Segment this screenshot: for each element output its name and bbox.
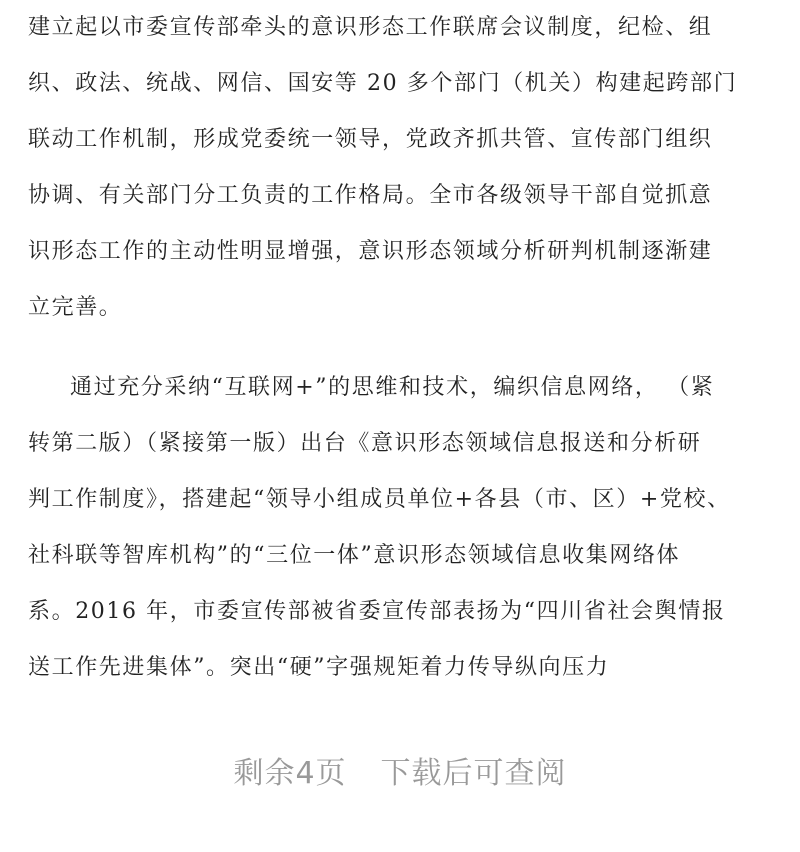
paragraph-1-line-2: 织、政法、统战、网信、国安等 20 多个部门（机关）构建起跨部门 (28, 71, 738, 96)
paragraph-1-line-3: 联动工作机制，形成党委统一领导，党政齐抓共管、宣传部门组织 (28, 127, 713, 152)
paragraph-1-line-6: 立完善。 (28, 295, 123, 320)
paragraph-2-line-6: 送工作先进集体”。突出“硬”字强规矩着力传导纵向压力 (28, 655, 610, 680)
paragraph-1-line-4: 协调、有关部门分工负责的工作格局。全市各级领导干部自觉抓意 (28, 183, 713, 208)
paragraph-2-line-5: 系。2016 年，市委宣传部被省委宣传部表扬为“四川省社会舆情报 (28, 599, 726, 624)
download-to-view-label: 下载后可查阅 (380, 756, 567, 791)
paragraph-1-line-5: 识形态工作的主动性明显增强，意识形态领域分析研判机制逐渐建 (28, 239, 713, 264)
paragraph-1-line-1: 建立起以市委宣传部牵头的意识形态工作联席会议制度，纪检、组 (28, 15, 713, 40)
paragraph-2-line-2: 转第二版）（紧接第一版）出台《意识形态领域信息报送和分析研 (28, 431, 702, 456)
paragraph-2-line-1: 通过充分采纳“互联网+”的思维和技术，编织信息网络， （紧 (70, 375, 715, 400)
paragraph-2-line-3: 判工作制度》，搭建起“领导小组成员单位+各县（市、区）+党校、 (28, 487, 731, 512)
download-prompt[interactable] (0, 752, 800, 796)
paragraph-2-line-4: 社科联等智库机构”的“三位一体”意识形态领域信息收集网络体 (28, 543, 681, 568)
remaining-pages-label: 剩余4页 (233, 756, 347, 791)
